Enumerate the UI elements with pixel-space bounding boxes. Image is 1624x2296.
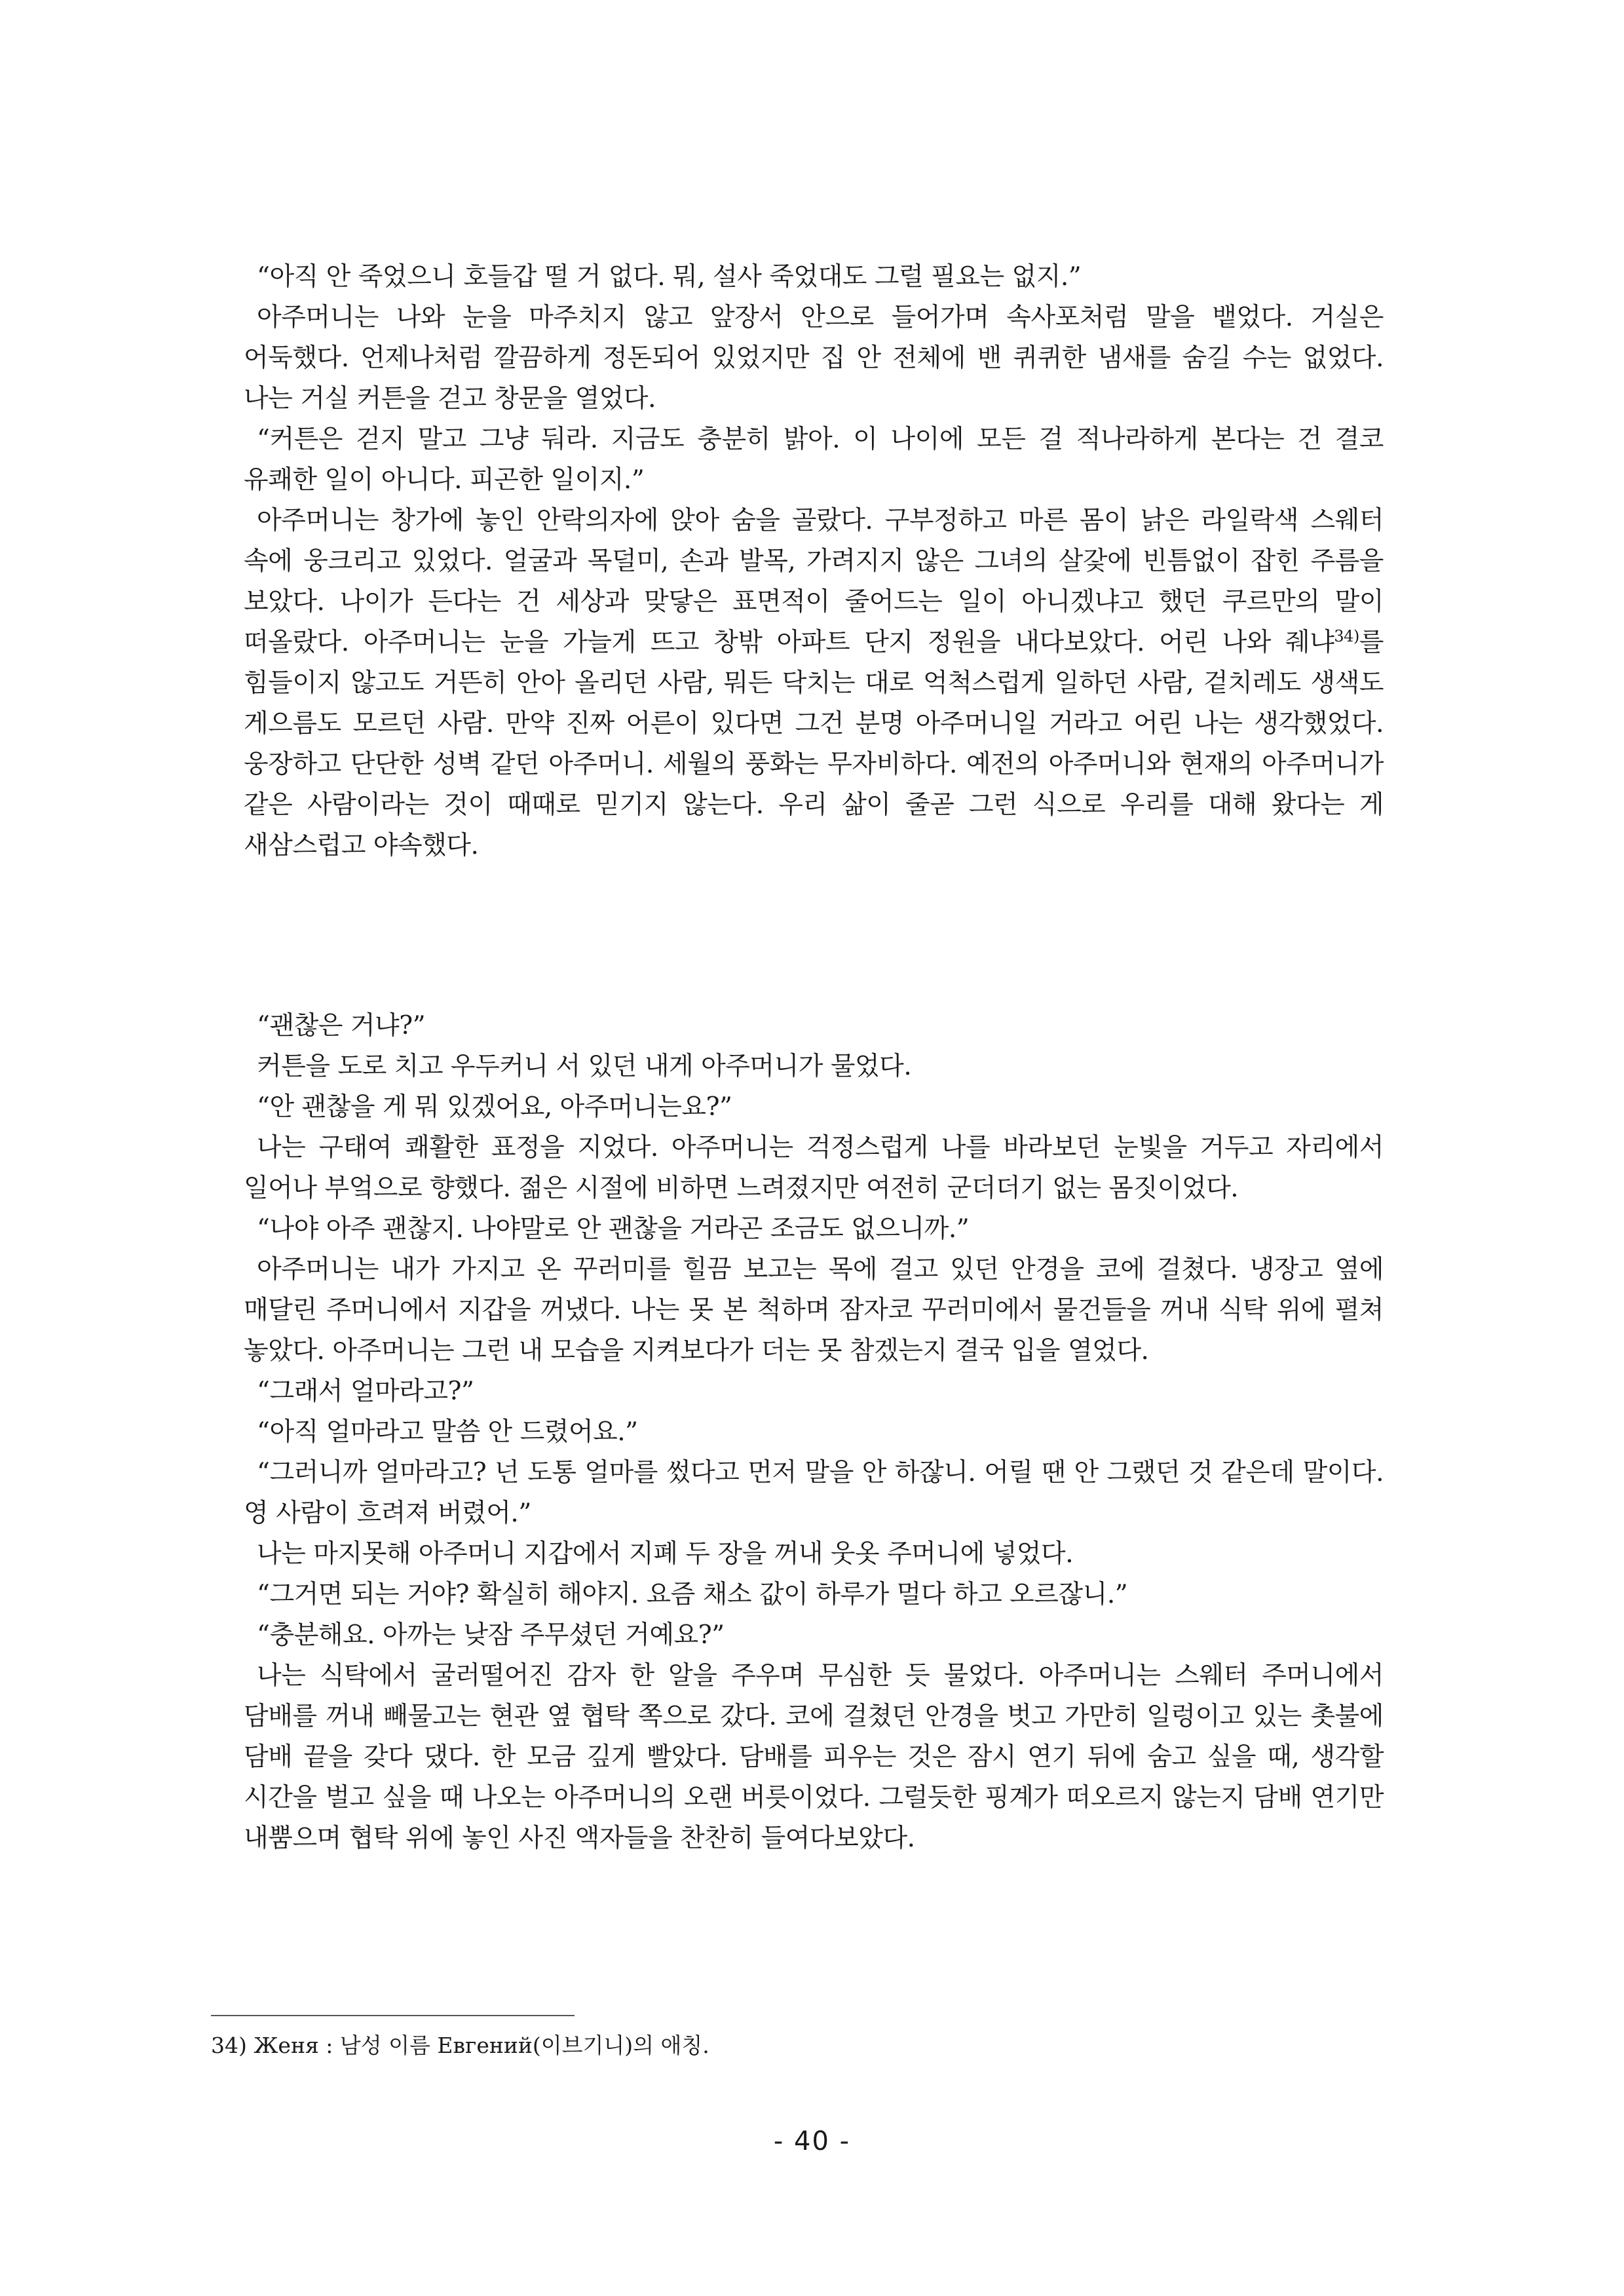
paragraph: 아주머니는 나와 눈을 마주치지 않고 앞장서 안으로 들어가며 속사포처럼 말을 뱉었다. 거실은 어둑했다. 언제나처럼 깔끔하게 정돈되어 있었지만 집 안 전체에 밴 퀴퀴한 냄새를 숨길 수는 없었다. 나는 거실 커튼을 걷고 창문을 열었다. xyxy=(244,303,1384,413)
paragraph: “그거면 되는 거야? 확실히 해야지. 요즘 채소 값이 하루가 멀다 하고 오르잖니.” xyxy=(257,1580,1128,1609)
paragraph: 나는 구태여 쾌활한 표정을 지었다. 아주머니는 걱정스럽게 나를 바라보던 눈빛을 거두고 자리에서 일어나 부엌으로 향했다. 젊은 시절에 비하면 느려졌지만 여전히 군더더기 없는 몸짓이었다. xyxy=(244,1133,1384,1203)
paragraph: “안 괜찮을 게 뭐 있겠어요, 아주머니는요?” xyxy=(257,1092,732,1122)
paragraph: 아주머니는 내가 가지고 온 꾸러미를 힐끔 보고는 목에 걸고 있던 안경을 코에 걸쳤다. 냉장고 옆에 매달린 주머니에서 지갑을 꺼냈다. 나는 못 본 척하며 잠자코 꾸러미에서 물건들을 꺼내 식탁 위에 펼쳐 놓았다. 아주머니는 그런 내 모습을 지켜보다가 더는 못 참겠는지 결국 입을 열었다. xyxy=(244,1255,1384,1366)
paragraph: 커튼을 도로 치고 우두커니 서 있던 내게 아주머니가 물었다. xyxy=(257,1052,912,1081)
paragraph: 나는 마지못해 아주머니 지갑에서 지폐 두 장을 꺼내 웃옷 주머니에 넣었다. xyxy=(257,1539,1074,1569)
paragraph: “그래서 얼마라고?” xyxy=(257,1377,474,1406)
paragraph: “충분해요. 아까는 낮잠 주무셨던 거예요?” xyxy=(257,1620,725,1650)
paragraph-text: 를 힘들이지 않고도 거뜬히 안아 올리던 사람, 뭐든 닥치는 대로 억척스럽게 일하던 사람, 겉치레도 생색도 게으름도 모르던 사람. 만약 진짜 어른이 있다면 그건 분명 아주머니일 거라고 어린 나는 생각했었다. 웅장하고 단단한 성벽 같던 아주머니. 세월의 풍화는 무자비하다. 예전의 아주머니와 현재의 아주머니가 같은 사람이라는 것이 때때로 믿기지 않는다. 우리 삶이 줄곧 그런 식으로 우리를 대해 왔다는 게 새삼스럽고 야속했다. xyxy=(244,628,1384,860)
paragraph xyxy=(244,501,1384,866)
body-text-section-2 xyxy=(244,1006,1384,1859)
paragraph: “아직 안 죽었으니 호들갑 떨 거 없다. 뭐, 설사 죽었대도 그럴 필요는 없지.” xyxy=(257,262,1082,292)
footnote-reference[interactable]: 34) xyxy=(1334,627,1359,645)
footnote-divider xyxy=(211,2015,575,2016)
paragraph: 나는 식탁에서 굴러떨어진 감자 한 알을 주우며 무심한 듯 물었다. 아주머니는 스웨터 주머니에서 담배를 꺼내 빼물고는 현관 옆 협탁 쪽으로 갔다. 코에 걸쳤던 안경을 벗고 가만히 일렁이고 있는 촛불에 담배 끝을 갖다 댔다. 한 모금 깊게 빨았다. 담배를 피우는 것은 잠시 연기 뒤에 숨고 싶을 때, 생각할 시간을 벌고 싶을 때 나오는 아주머니의 오랜 버릇이었다. 그럴듯한 핑계가 떠오르지 않는지 담배 연기만 내뿜으며 협탁 위에 놓인 사진 액자들을 찬찬히 들여다보았다. xyxy=(244,1661,1384,1853)
page-number: - 40 - xyxy=(773,2126,851,2156)
paragraph: “아직 얼마라고 말씀 안 드렸어요.” xyxy=(257,1417,638,1447)
paragraph: “커튼은 걷지 말고 그냥 둬라. 지금도 충분히 밝아. 이 나이에 모든 걸 적나라하게 본다는 건 결코 유쾌한 일이 아니다. 피곤한 일이지.” xyxy=(244,425,1384,495)
paragraph: “나야 아주 괜찮지. 나야말로 안 괜찮을 거라곤 조금도 없으니까.” xyxy=(257,1214,970,1244)
body-text-section-1 xyxy=(244,257,1384,866)
paragraph: “괜찮은 거냐?” xyxy=(257,1011,426,1041)
footnote: 34) Женя : 남성 이름 Евгений(이브기니)의 애칭. xyxy=(211,2033,709,2058)
paragraph-text: 아주머니는 창가에 놓인 안락의자에 앉아 숨을 골랐다. 구부정하고 마른 몸이 낡은 라일락색 스웨터 속에 웅크리고 있었다. 얼굴과 목덜미, 손과 발목, 가려지지 않은 그녀의 살갗에 빈틈없이 잡힌 주름을 보았다. 나이가 든다는 건 세상과 맞닿은 표면적이 줄어드는 일이 아니겠냐고 했던 쿠르만의 말이 떠올랐다. 아주머니는 눈을 가늘게 뜨고 창밖 아파트 단지 정원을 내다보았다. 어린 나와 줴냐 xyxy=(244,506,1384,657)
paragraph: “그러니까 얼마라고? 넌 도통 얼마를 썼다고 먼저 말을 안 하잖니. 어릴 땐 안 그랬던 것 같은데 말이다. 영 사람이 흐려져 버렸어.” xyxy=(244,1458,1384,1528)
